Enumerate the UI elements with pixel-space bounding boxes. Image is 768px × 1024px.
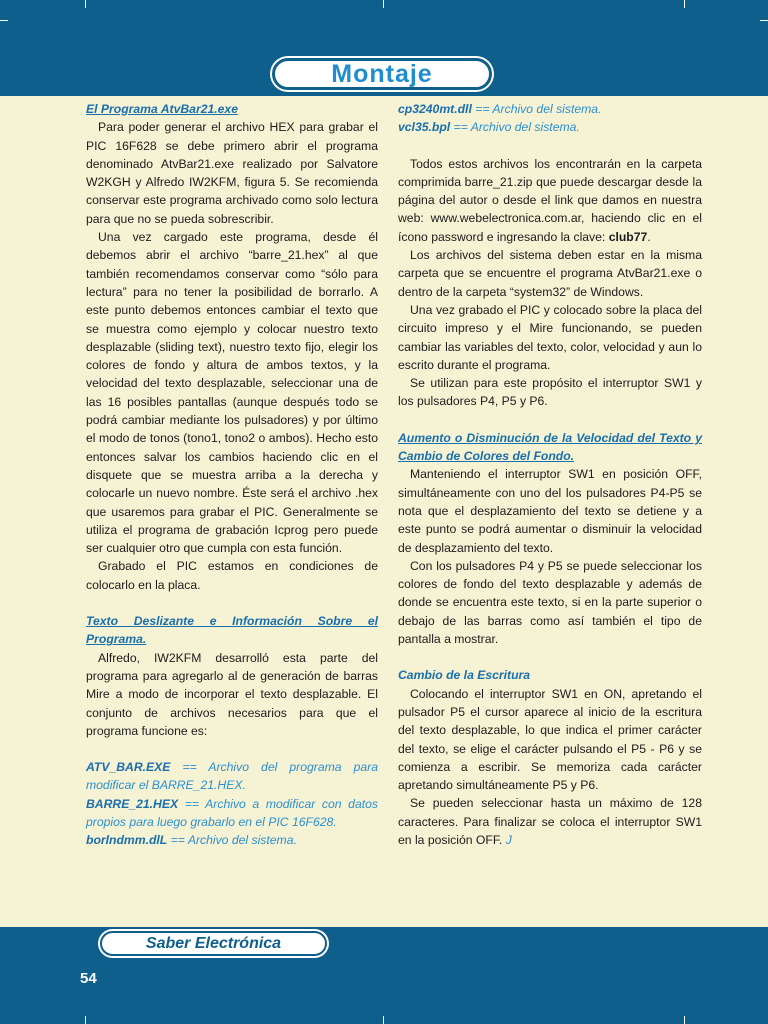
text: . — [647, 229, 651, 244]
page-number: 54 — [80, 970, 97, 987]
file-description: Archivo del sistema. — [187, 833, 297, 848]
file-separator: == — [450, 120, 471, 135]
paragraph: Se utilizan para este propósito el interruptor SW1 y los pulsadores P4, P5 y P6. — [398, 376, 702, 409]
section-title: Montaje — [272, 58, 492, 90]
end-of-article-icon: J — [505, 832, 512, 847]
file-description: Archivo del sistema. — [492, 102, 602, 116]
file-description: Archivo a modificar con datos propios para luego grabarlo en el PIC 16F628. — [86, 796, 378, 829]
paragraph — [398, 794, 702, 849]
paragraph: Con los pulsadores P4 y P5 se puede seleccionar los colores de fondo del texto desplazable y además de donde se encuentra este texto, si en la parte superior o debajo de las barras como así también el tipo de pantalla a mostrar. — [398, 558, 702, 647]
file-name: ATV_BAR.EXE — [86, 760, 171, 775]
text: Todos estos archivos los encontrarán en la carpeta comprimida barre_21.zip que puede descargar desde la página del autor o desde el link que damos en nuestra web: www.webelectronica.com.ar, haciendo clic en el ícono password e ingresando la clave: — [398, 156, 702, 244]
file-entry — [86, 831, 378, 849]
file-entry — [86, 795, 378, 832]
crop-mark — [85, 0, 86, 8]
text: Se pueden seleccionar hasta un máximo de 128 caracteres. Para finalizar se coloca el interruptor SW1 en la posición OFF. — [398, 796, 702, 847]
crop-mark — [85, 1016, 86, 1024]
file-name: vcl35.bpl — [398, 120, 451, 135]
paragraph: Una vez cargado este programa, desde él debemos abrir el archivo “barre_21.hex” al que también recomendamos conservar como “sólo para lectura” para no tener la posibilidad de borrarlo. A este punto debemos entonces cambiar el texto que se muestra como ejemplo y colocar nuestro texto desplazable (sliding text), nuestro texto fijo, elegir los colores de fondo y altura de ambos textos, y la velocidad del texto desplazable, seleccionar una de las 16 posibles pantallas (aunque después todo se podrá cambiar mediante los pulsadores) y por último el modo de tonos (tono1, tono2 o ambos). Hecho esto entonces salvar los cambios haciendo clic en el disquete que se muestra arriba a la derecha y colocarle un nuevo nombre. Éste será el archivo .hex que usaremos para grabar el PIC. Generalmente se utiliza el programa de grabación Icprog pero puede ser cualquier otro que cumpla con esta función. — [86, 230, 378, 556]
file-separator: == — [167, 833, 188, 848]
crop-mark — [684, 0, 685, 8]
file-entry — [398, 100, 702, 118]
file-name: BARRE_21.HEX — [86, 796, 179, 811]
crop-mark — [0, 20, 8, 21]
paragraph: Alfredo, IW2KFM desarrolló esta parte del programa para agregarlo al de generación de barras Mire a modo de incorporar el texto desplazable. El conjunto de archivos necesarios para que el programa funcione es: — [86, 650, 378, 738]
file-description: Archivo del programa para modificar el BARRE_21.HEX. — [86, 760, 378, 793]
file-separator: == — [170, 760, 209, 775]
paragraph: Manteniendo el interruptor SW1 en posición OFF, simultáneamente con uno del los pulsadores P4-P5 se nota que el desplazamiento del texto se detiene y a este punto se podrá aumentar o disminuir la velocidad de desplazamiento del texto. — [398, 467, 702, 555]
password-key: club77 — [608, 229, 648, 244]
left-column — [86, 100, 378, 850]
paragraph: Una vez grabado el PIC y colocado sobre la placa del circuito impreso y el Mire funcionando, se pueden cambiar las variables del texto, color, velocidad y aun lo escrito durante el programa. — [398, 302, 702, 372]
paragraph: Los archivos del sistema deben estar en la misma carpeta que se encuentre el programa AtvBar21.exe o dentro de la carpeta “system32” de Windows. — [398, 248, 702, 299]
file-separator: == — [178, 796, 206, 811]
file-entry — [398, 118, 702, 136]
file-name: borlndmm.dlL — [86, 833, 168, 848]
paragraph: Colocando el interruptor SW1 en ON, apretando el pulsador P5 el cursor aparece al inicio de la escritura del texto desplazable, lo que indica el primer carácter del texto, se elige el carácter pulsando el P5 - P6 y se comienza a escribir. Se memoriza cada carácter apretando simultáneamente P5 y P6. — [398, 686, 702, 793]
paragraph — [398, 155, 702, 246]
paragraph: Grabado el PIC estamos en condiciones de colocarlo en la placa. — [86, 559, 378, 592]
crop-mark — [383, 1016, 384, 1024]
heading-texto-deslizante: Texto Deslizante e Información Sobre el Programa. — [86, 614, 378, 647]
file-entry — [86, 758, 378, 795]
heading-escritura: Cambio de la Escritura — [398, 668, 531, 683]
paragraph: Para poder generar el archivo HEX para grabar el PIC 16F628 se debe primero abrir el programa denominado AtvBar21.exe realizado por Salvatore W2KGH y Alfredo IW2KFM, figura 5. Se recomienda conservar este programa archivado como solo lectura para que no se pueda sobrescribir. — [86, 120, 378, 226]
file-name: cp3240mt.dll — [398, 102, 472, 116]
heading-programa: El Programa AtvBar21.exe — [86, 102, 238, 116]
crop-mark — [383, 0, 384, 8]
right-column — [398, 100, 702, 849]
magazine-name: Saber Electrónica — [100, 931, 327, 956]
file-separator: == — [471, 102, 493, 116]
file-description: Archivo del sistema. — [470, 120, 580, 135]
heading-velocidad: Aumento o Disminución de la Velocidad del Texto y Cambio de Colores del Fondo. — [398, 430, 702, 464]
crop-mark — [684, 1016, 685, 1024]
crop-mark — [760, 20, 768, 21]
